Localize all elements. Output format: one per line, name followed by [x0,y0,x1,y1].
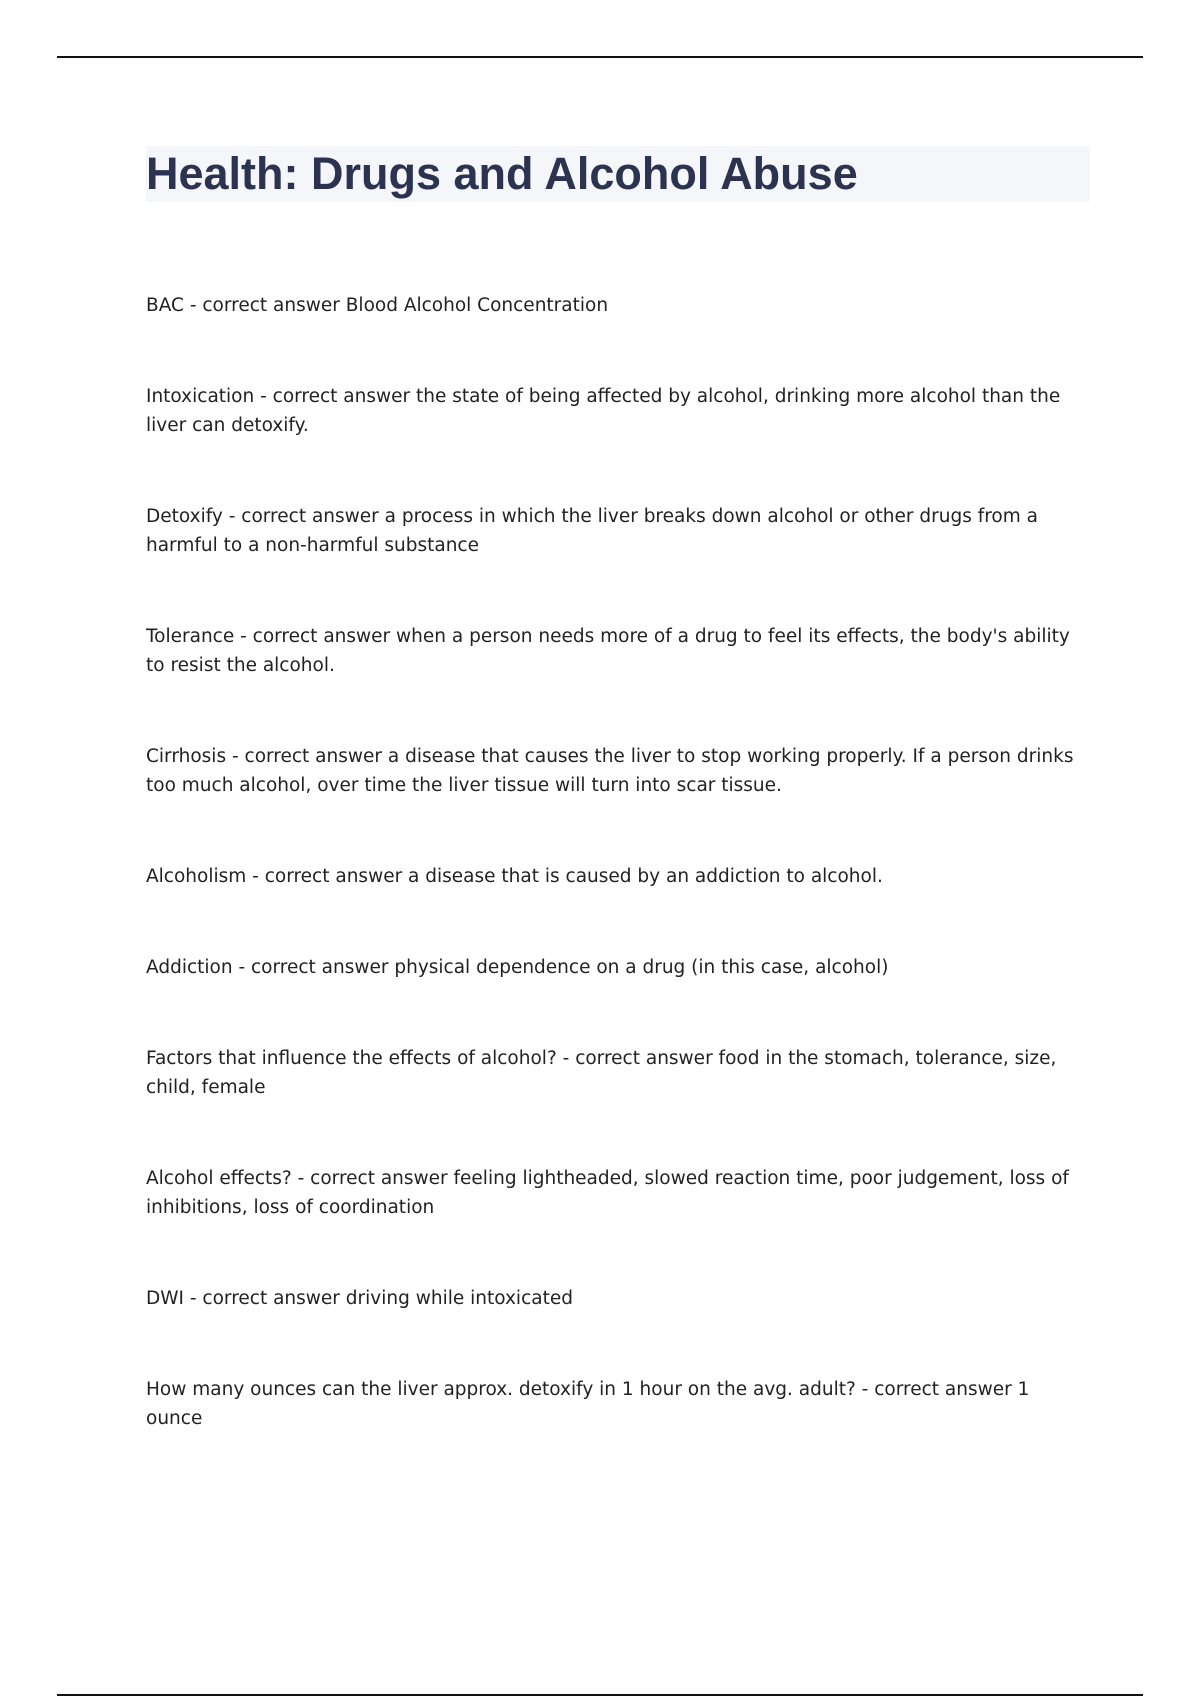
page-title: Health: Drugs and Alcohol Abuse [146,148,858,199]
entry-cirrhosis: Cirrhosis - correct answer a disease that causes the liver to stop working properly. If a person drinks too much alcohol, over time the liver tissue will turn into scar tissue. [146,746,1074,796]
footer-rule [57,1694,1143,1696]
entry-addiction: Addiction - correct answer physical dependence on a drug (in this case, alcohol) [146,957,889,978]
entry-bac: BAC - correct answer Blood Alcohol Concentration [146,295,609,316]
entry-alcohol-effects: Alcohol effects? - correct answer feeling lightheaded, slowed reaction time, poor judgement, loss of inhibitions, loss of coordination [146,1168,1069,1218]
entry-alcoholism: Alcoholism - correct answer a disease that is caused by an addiction to alcohol. [146,866,883,887]
entry-intoxication: Intoxication - correct answer the state of being affected by alcohol, drinking more alcohol than the liver can detoxify. [146,386,1061,436]
header-rule [57,56,1143,58]
entry-tolerance: Tolerance - correct answer when a person needs more of a drug to feel its effects, the body's ability to resist the alcohol. [146,626,1070,676]
entry-factors: Factors that influence the effects of alcohol? - correct answer food in the stomach, tolerance, size, child, female [146,1048,1057,1098]
entry-detoxify: Detoxify - correct answer a process in which the liver breaks down alcohol or other drugs from a harmful to a non-harmful substance [146,506,1038,556]
entry-liver-ounces: How many ounces can the liver approx. detoxify in 1 hour on the avg. adult? - correct answer 1 ounce [146,1379,1030,1429]
entry-dwi: DWI - correct answer driving while intoxicated [146,1288,573,1309]
